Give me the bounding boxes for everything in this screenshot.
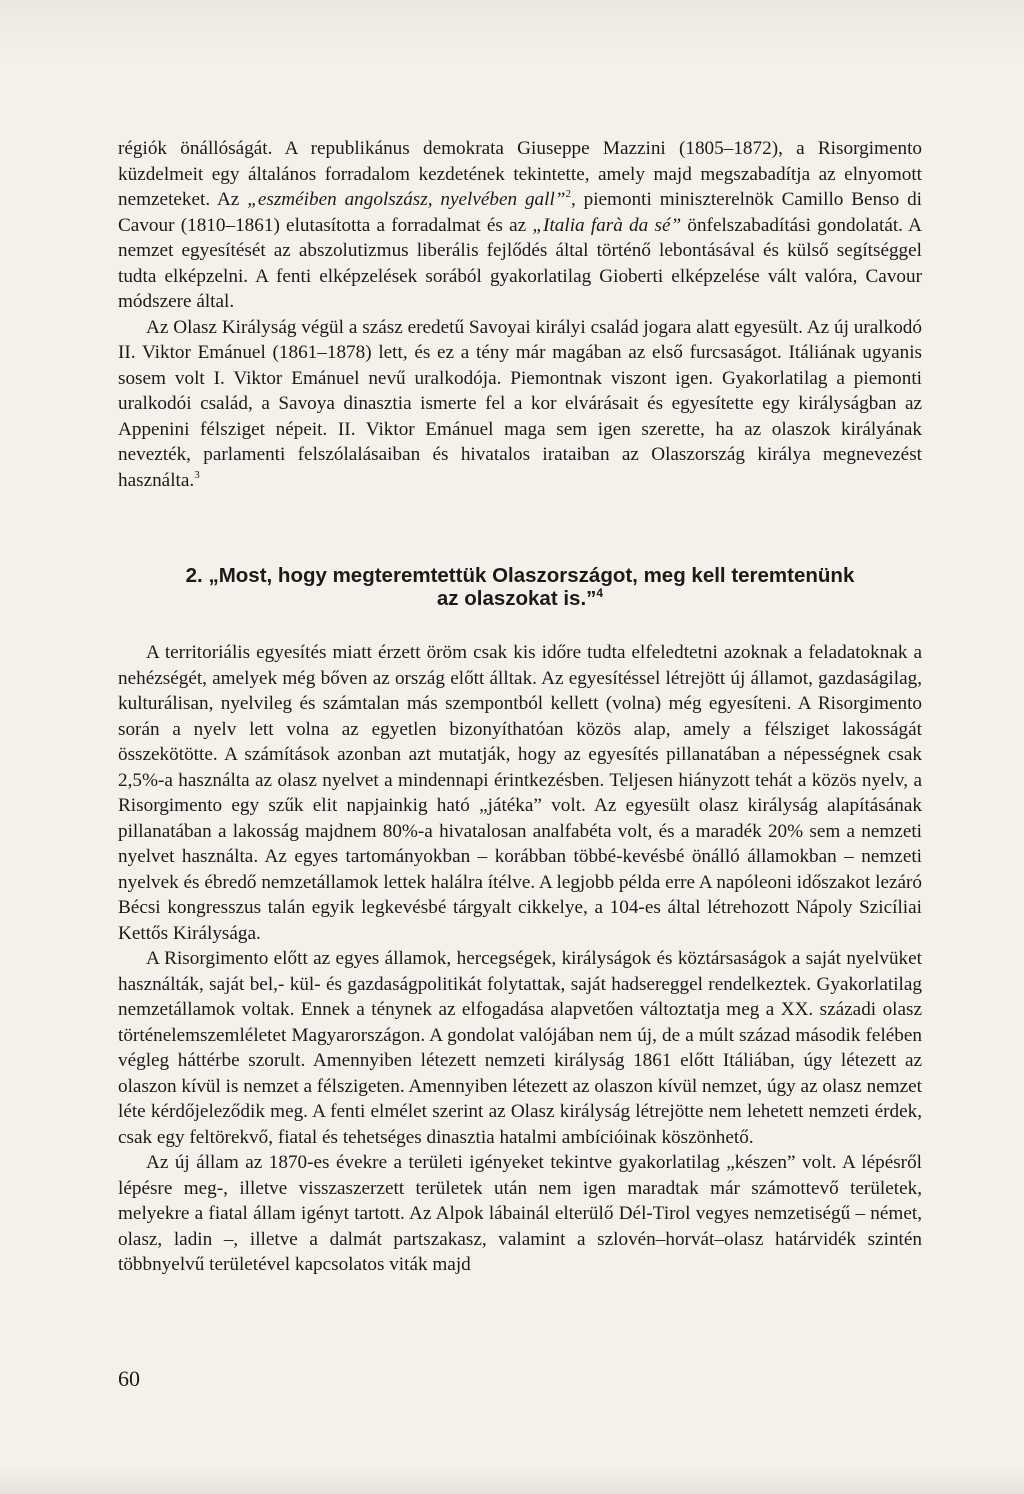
quote-italia: „Italia farà da sé” — [532, 214, 682, 236]
footnote-ref: 2 — [565, 188, 571, 200]
paragraph: Az új állam az 1870-es évekre a területi igényeket tekintve gyakorlatilag „készen” volt. A lépésről lépésre meg-, illetve visszaszerzett területek után nem igen maradtak már számottevő területek, melyekre a fiatal állam igényt tartott. Az Alpok lábainál elterülő Dél-Tirol vegyes nemzetiségű – német, olasz, ladin –, illetve a dalmát partszakasz, valamint a szlovén–horvát–olasz határvidék szintén többnyelvű területével kapcsolatos viták majd — [118, 1152, 922, 1275]
section-title-line2: az olaszokat is.” — [436, 587, 597, 610]
quote-cavour: „eszméiben angolszász, nyelvében gall” — [247, 189, 566, 210]
paragraph-cavour — [118, 136, 922, 315]
paragraph-savoy — [118, 315, 922, 494]
paragraph: A territoriális egyesítés miatt érzett öröm csak kis időre tudta elfeledtetni azoknak a feladatoknak a nehézségét, amelyek még bőven az ország előtt álltak. Az egyesítéssel létrejött új államot, gazdaságilag, kulturálisan, nyelvileg és számtalan más szempontból kellett (volna) még egyesíteni. A Risorgimento során a nyelv lett volna az egyetlen bizonyíthatóan közös alap, amely a félsziget lakosságát összekötötte. A számítások azonban azt mutatják, hogy az egyesítés pillanatában a népességnek csak 2,5%-a használta az olasz nyelvet a mindennapi érintkezésben. Teljesen hiányzott tehát a közös nyelv, a Risorgimento egy szűk elit napjainkig ható „játéka” volt. Az egyesült olasz királyság alapításának pillanatában a lakosság majdnem 80%-a hivatalosan analfabéta volt, és a maradék 20% sem a nemzeti nyelvet használta. Az egyes tartományokban – korábban többé-kevésbé önálló államokban – nemzeti nyelvek és ébredő nemzetállamok lettek halálra ítélve. A legjobb példa erre A napóleoni időszakot lezáró Bécsi kongresszus talán egyik legkevésbé tárgyalt cikkelye, a 104-es által létrehozott Nápoly Szicíliai Kettős Királysága. — [118, 642, 922, 944]
section-title-line1: „Most, hogy megteremtettük Olaszországot, meg kell teremtenünk — [208, 564, 855, 587]
footnote-ref: 3 — [194, 468, 200, 481]
paragraph-text: , piemonti miniszterelnök Camillo Benso di Cavour (1810–1861) elutasította a forradalmat és az — [118, 189, 923, 236]
page-number: 60 — [118, 1366, 140, 1391]
text-block-bottom — [118, 640, 922, 1278]
scan-shadow-bottom — [0, 1464, 1024, 1494]
section-number: 2. — [185, 564, 203, 587]
paragraph-text: önfelszabadítási gondolatát. A nemzet egyesítését az abszolutizmus liberális fejlődés által történő lebontásával és külső segítséggel tudta elképzelni. A fenti elképzelések sorából gyakorlatilag Gioberti elképzelése vált valóra, Cavour módszere által. — [118, 214, 922, 312]
scan-shadow-top — [0, 0, 1024, 60]
text-block-top — [118, 136, 922, 493]
paragraph-text: régiók önállóságát. A republikánus demokrata Giuseppe Mazzini (1805–1872), a Risorgimento küzdelmeit egy általános forradalom kezdetének tekintette, amely majd megszabadítja az elnyomott nemzeteket. Az — [118, 138, 922, 210]
section-heading — [118, 564, 922, 610]
footnote-ref: 4 — [596, 586, 604, 600]
paragraph-text: Az Olasz Királyság végül a szász eredetű Savoyai királyi család jogara alatt egyesült. Az új uralkodó II. Viktor Emánuel (1861–1878) lett, és ez a tény már magában az első furcsaságot. Itáliának ugyanis sosem volt I. Viktor Emánuel nevű uralkodója. Piemontnak viszont igen. Gyakorlatilag a piemonti uralkodói család, a Savoya dinasztia ismerte fel a kor elvárásait és egyesítette egy királyságban az Appenini félsziget népeit. II. Viktor Emánuel maga sem igen szerette, ha az olaszok királyának nevezték, parlamenti felszólalásaiban és hivatalos irataiban az Olaszország királya megnevezést használta. — [118, 316, 922, 491]
paragraph: A Risorgimento előtt az egyes államok, hercegségek, királyságok és köztársaságok a saját nyelvüket használták, saját bel,- kül- és gazdaságpolitikát folytattak, saját hadsereggel rendelkeztek. Gyakorlatilag nemzetállamok voltak. Ennek a ténynek az elfogadása alapvetően változtatja meg a XX. századi olasz történelemszemléletet Magyarországon. A gondolat valójában nem új, de a múlt század második felében végleg háttérbe szorult. Amennyiben létezett nemzeti királyság 1861 előtt Itáliában, úgy létezett az olaszon kívül is nemzet a félszigeten. Amennyiben létezett az olaszon kívül nemzet, úgy az olasz nemzet léte kérdőjeleződik meg. A fenti elmélet szerint az Olasz királyság létrejötte nem lehetett nemzeti érdek, csak egy feltörekvő, fiatal és tehetséges dinasztia hatalmi ambícióinak köszönhető. — [118, 948, 922, 1148]
